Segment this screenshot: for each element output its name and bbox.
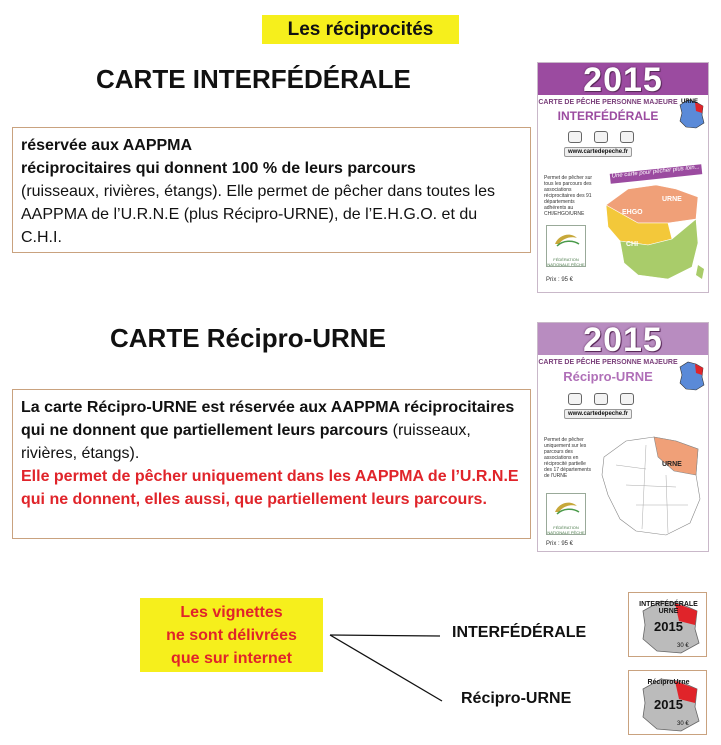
connector-line-recipro [330, 635, 442, 701]
card-website: www.cartedepeche.fr [564, 147, 632, 157]
vignette-recipro-image [628, 670, 707, 735]
card-info: Permet de pêcher uniquement sur les parcours des associations en réciprocité partielle des 17 départements de l'URNE [544, 437, 591, 479]
fnpf-text: FÉDÉRATION NATIONALE PÊCHE [547, 525, 585, 535]
section-label-text: Les réciprocités [287, 18, 434, 40]
region-label-chi: CHI [626, 241, 639, 248]
card-year: 2015 [583, 62, 663, 99]
recipro-title: CARTE Récipro-URNE [110, 323, 386, 353]
recipro-desc-bold: La carte Récipro-URNE est réservée aux AAPPMA réciprocitaires qui ne donnent que partiellement leurs parcours [21, 399, 515, 439]
interfederale-desc-line1: réservée aux AAPPMA [21, 137, 193, 154]
region-label-urne: URNE [662, 461, 682, 468]
fnpf-text: FÉDÉRATION NATIONALE PÊCHE [547, 257, 585, 267]
card-name: Récipro-URNE [563, 369, 653, 384]
card-banner: Une carte pour pêcher plus loin... [610, 164, 703, 184]
card-tag-urne: URNE [681, 99, 699, 105]
region-label-ehgo: EHGO [622, 209, 643, 216]
vignette-year: 2015 [654, 697, 683, 712]
card-price: Prix : 95 € [546, 541, 574, 547]
card-subtitle: CARTE DE PÊCHE PERSONNE MAJEURE [538, 359, 678, 366]
vignette-price: 30 € [677, 643, 689, 649]
card-year: 2015 [583, 322, 663, 359]
recipro-desc-normal: (ruisseaux, rivières, étangs). [21, 422, 471, 462]
card-price: Prix : 95 € [546, 277, 574, 283]
interfederale-desc-line2: réciprocitaires qui donnent 100 % de leurs parcours [21, 160, 416, 177]
interfederale-desc-rest: (ruisseaux, rivières, étangs). Elle permet de pêcher dans toutes les AAPPMA de l’U.R.N.E (plus Récipro-URNE), de l’E.H.G.O. et du C.H.I. [21, 183, 496, 246]
vignette-year: 2015 [654, 619, 683, 634]
card-info: Permet de pêcher sur tous les parcours des associations réciprocitaires des 91 départements adhérents au CHI/EHGO/URNE [544, 175, 593, 217]
interfederale-title: CARTE INTERFÉDÉRALE [96, 64, 411, 94]
vignette-label-interfederale: INTERFÉDÉRALE [452, 624, 587, 641]
vignettes-note-line2: ne sont délivrées [166, 626, 297, 644]
card-subtitle: CARTE DE PÊCHE PERSONNE MAJEURE [538, 99, 678, 106]
vignettes-note-line3: que sur internet [171, 649, 292, 667]
card-name: INTERFÉDÉRALE [557, 109, 659, 123]
recipro-desc-red: Elle permet de pêcher uniquement dans les AAPPMA de l’U.R.N.E qui ne donnent, elles aussi, que partiellement leurs parcours. [21, 468, 519, 508]
region-label-urne: URNE [662, 196, 682, 203]
vignettes-note-line1: Les vignettes [180, 603, 283, 621]
vignette-title: INTERFÉDÉRALE URNE [639, 601, 698, 615]
vignette-label-recipro: Récipro-URNE [461, 690, 572, 707]
card-website: www.cartedepeche.fr [564, 409, 632, 419]
connector-line-interfederale [330, 635, 440, 636]
vignette-price: 30 € [677, 721, 689, 727]
vignette-title: RéciproUrne [647, 679, 690, 686]
vignette-interfederale-image [628, 592, 707, 657]
